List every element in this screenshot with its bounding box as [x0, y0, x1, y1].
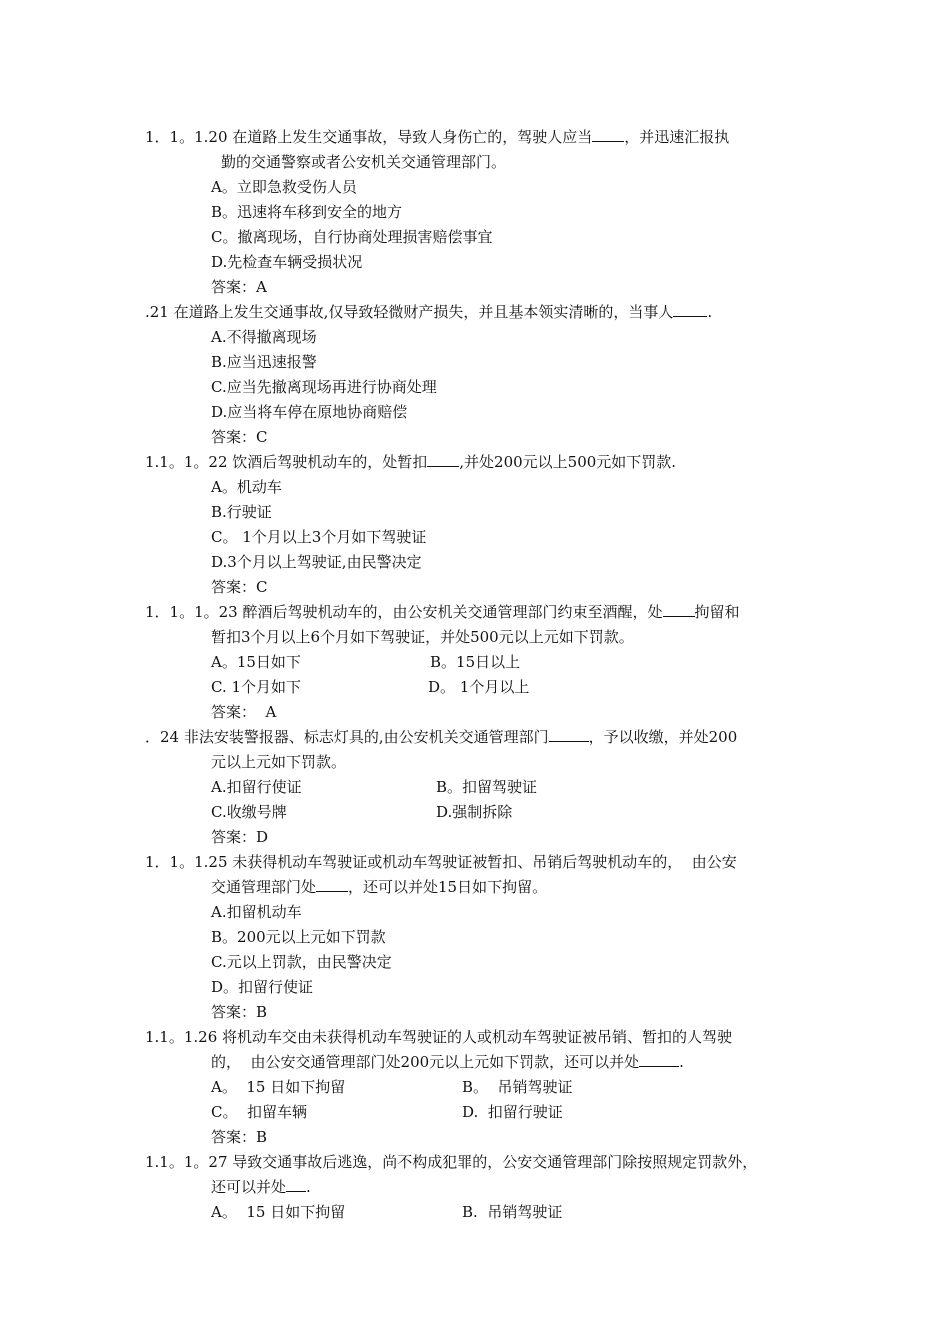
question-21-stem-start: .21 在道路上发生交通事故,仅导致轻微财产损失，并且基本领实清晰的，当事人 — [145, 303, 674, 321]
question-20-option-b: B。迅速将车移到安全的地方 — [211, 203, 403, 221]
question-21-answer: 答案：C — [211, 428, 268, 446]
question-27-stem-cont-end: . — [306, 1178, 311, 1196]
question-26-stem-cont — [211, 1052, 684, 1072]
question-25-answer: 答案：B — [211, 1003, 268, 1021]
question-26-option-c: C。 扣留车辆 — [211, 1103, 308, 1121]
question-25-option-d: D。扣留行使证 — [211, 978, 314, 996]
question-24-option-b: B。扣留驾驶证 — [436, 778, 538, 796]
answer-blank — [316, 877, 348, 892]
question-23-stem — [145, 602, 740, 622]
question-23-stem-cont: 暂扣3个月以上6个月如下驾驶证，并处500元以上元如下罚款。 — [211, 628, 634, 646]
question-27-option-a: A。 15 日如下拘留 — [211, 1203, 346, 1221]
question-20-option-a: A。立即急救受伤人员 — [211, 178, 357, 196]
question-27-stem-cont — [211, 1177, 311, 1197]
answer-blank — [592, 127, 624, 142]
question-23-answer: 答案： A — [211, 703, 277, 721]
question-26-option-b: B。 吊销驾驶证 — [462, 1078, 573, 1096]
question-24-option-c: C.收缴号牌 — [211, 803, 287, 821]
question-26-stem-cont-end: . — [679, 1053, 684, 1071]
question-22-option-c: C。 1个月以上3个月如下驾驶证 — [211, 528, 427, 546]
question-24-answer: 答案：D — [211, 828, 269, 846]
question-23-option-a: A。15日如下 — [211, 653, 301, 671]
question-26-stem-cont-start: 的， 由公安交通管理部门处200元以上元如下罚款，还可以并处 — [211, 1053, 640, 1071]
answer-blank — [663, 602, 695, 617]
question-21-stem-end: . — [707, 303, 713, 321]
question-21-stem — [145, 302, 712, 322]
question-24-stem — [145, 727, 737, 747]
question-20-option-d: D.先检查车辆受损状况 — [211, 253, 363, 271]
question-21-option-b: B.应当迅速报警 — [211, 353, 317, 371]
question-21-option-a: A.不得撤离现场 — [211, 328, 317, 346]
question-20-answer: 答案：A — [211, 278, 267, 296]
question-26-stem: 1.1。1.26 将机动车交由未获得机动车驾驶证的人或机动车驾驶证被吊销、暂扣的人驾驶 — [145, 1028, 733, 1046]
question-26-answer: 答案：B — [211, 1128, 268, 1146]
answer-blank — [427, 452, 459, 467]
question-24-option-d: D.强制拆除 — [436, 803, 513, 821]
question-20-stem — [145, 127, 729, 147]
question-25-stem-cont-start: 交通管理部门处 — [211, 878, 317, 896]
question-20-stem-start: 1．1。1.20 在道路上发生交通事故，导致人身伤亡的，驾驶人应当 — [145, 128, 593, 146]
question-21-option-c: C.应当先撤离现场再进行协商处理 — [211, 378, 437, 396]
question-23-option-b: B。15日以上 — [430, 653, 521, 671]
question-22-option-a: A。机动车 — [211, 478, 282, 496]
question-22-stem — [145, 452, 676, 472]
question-27-option-b: B. 吊销驾驶证 — [462, 1203, 563, 1221]
question-22-stem-end: ,并处200元以上500元如下罚款. — [459, 453, 677, 471]
question-23-stem-end: 拘留和 — [694, 603, 740, 621]
question-24-stem-start: ．24 非法安装警报器、标志灯具的,由公安机关交通管理部门 — [145, 728, 549, 746]
question-22-stem-start: 1.1。1。22 饮酒后驾驶机动车的，处暂扣 — [145, 453, 428, 471]
question-22-option-d: D.3个月以上驾驶证,由民警决定 — [211, 553, 422, 571]
question-25-stem: 1．1。1.25 未获得机动车驾驶证或机动车驾驶证被暂扣、吊销后驾驶机动车的， 由公安 — [145, 853, 737, 871]
question-27-stem: 1.1。1。27 导致交通事故后逃逸，尚不构成犯罪的，公安交通管理部门除按照规定罚款外， — [145, 1153, 758, 1171]
question-20-stem-cont: 勤的交通警察或者公安机关交通管理部门。 — [221, 153, 507, 171]
question-21-option-d: D.应当将车停在原地协商赔偿 — [211, 403, 408, 421]
question-25-stem-cont-end: ，还可以并处15日如下拘留。 — [348, 878, 548, 896]
question-25-option-a: A.扣留机动车 — [211, 903, 302, 921]
question-23-stem-start: 1．1。1。23 醉酒后驾驶机动车的，由公安机关交通管理部门约束至酒醒，处 — [145, 603, 663, 621]
answer-blank — [639, 1052, 679, 1067]
question-25-stem-cont — [211, 877, 547, 897]
answer-blank — [286, 1177, 306, 1192]
question-24-stem-cont: 元以上元如下罚款。 — [211, 753, 347, 771]
question-26-option-d: D. 扣留行驶证 — [462, 1103, 563, 1121]
question-20-option-c: C。撤离现场，自行协商处理损害赔偿事宜 — [211, 228, 493, 246]
question-25-option-b: B。200元以上元如下罚款 — [211, 928, 386, 946]
question-23-option-c: C. 1个月如下 — [211, 678, 302, 696]
question-26-option-a: A。 15 日如下拘留 — [211, 1078, 346, 1096]
question-25-option-c: C.元以上罚款，由民警决定 — [211, 953, 392, 971]
answer-blank — [549, 727, 589, 742]
answer-blank — [673, 302, 707, 317]
question-24-option-a: A.扣留行使证 — [211, 778, 302, 796]
question-22-option-b: B.行驶证 — [211, 503, 272, 521]
question-22-answer: 答案：C — [211, 578, 268, 596]
question-24-stem-end: ，予以收缴，并处200 — [588, 728, 738, 746]
question-23-option-d: D。 1个月以上 — [428, 678, 530, 696]
question-20-stem-end: ，并迅速汇报执 — [624, 128, 730, 146]
question-27-stem-cont-start: 还可以并处 — [211, 1178, 287, 1196]
